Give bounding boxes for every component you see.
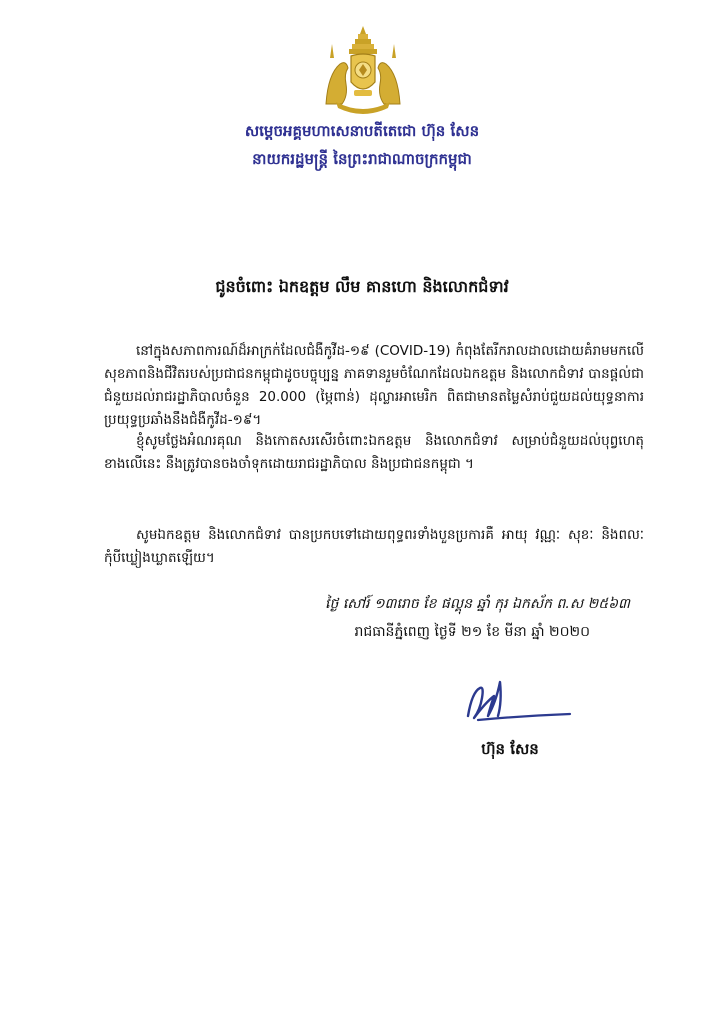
handwritten-signature-icon [450, 672, 580, 732]
body-paragraph-2: ខ្ញុំសូមថ្លែងអំណរគុណ និងកោតសរសើរចំពោះឯកឧត្តម និងលោកជំទាវ សម្រាប់ជំនួយដល់បុព្វហេតុខាងលើនេះ នឹងត្រូវបានចងចាំទុកដោយរាជរដ្ឋាភិបាល និងប្រជាជនកម្ពុជា ។ [104, 433, 644, 472]
sender-title: សម្តេចអគ្គមហាសេនាបតីតេជោ ហ៊ុន សែន [244, 122, 480, 140]
lunar-date: ថ្ងៃ សៅរ៍ ១៣រោច ខែ ផល្គុន ឆ្នាំ កុរ ឯកស័ក ព.ស ២៥៦៣ [325, 596, 630, 612]
solar-date: រាជធានីភ្នំពេញ ថ្ងៃទី ២១ ខែ មីនា ឆ្នាំ ២០២០ [354, 624, 590, 640]
sender-position: នាយករដ្ឋមន្ត្រី នៃព្រះរាជាណាចក្រកម្ពុជា [252, 150, 472, 168]
body-paragraph-3: សូមឯកឧត្តម និងលោកជំទាវ បានប្រកបទៅដោយពុទ្ធពរទាំងបួនប្រការគឺ អាយុ វណ្ណៈ សុខៈ និងពលៈ កុំបីឃ្លៀងឃ្លាតឡើយ។ [104, 527, 644, 566]
body-paragraph-1: នៅក្នុងសភាពការណ៍ដ៏អាក្រក់ដែលជំងឺកូវីដ-១៩ (COVID-19) កំពុងតែរីករាលដាលដោយគំរាមមកលើសុខភាពនិងជីវិតរបស់ប្រជាជនកម្ពុជាដូចបច្ចុប្បន្ន ភាគទានរួមចំណែកដែលឯកឧត្តម និងលោកជំទាវ បានផ្តល់ជាជំនួយដល់រាជរដ្ឋាភិបាលចំនួន 20.000 (ម្ភៃពាន់) ដុល្លារអាមេរិក ពិតជាមានតម្លៃសំរាប់ជួយដល់យុទ្ធនាការប្រយុទ្ធប្រឆាំងនឹងជំងឺកូវីដ-១៩។ [104, 343, 644, 428]
recipient-line: ជូនចំពោះ ឯកឧត្តម លឹម គានហោ និងលោកជំទាវ [215, 277, 509, 296]
royal-coat-of-arms-icon [318, 24, 408, 114]
signer-name: ហ៊ុន សែន [481, 740, 539, 758]
